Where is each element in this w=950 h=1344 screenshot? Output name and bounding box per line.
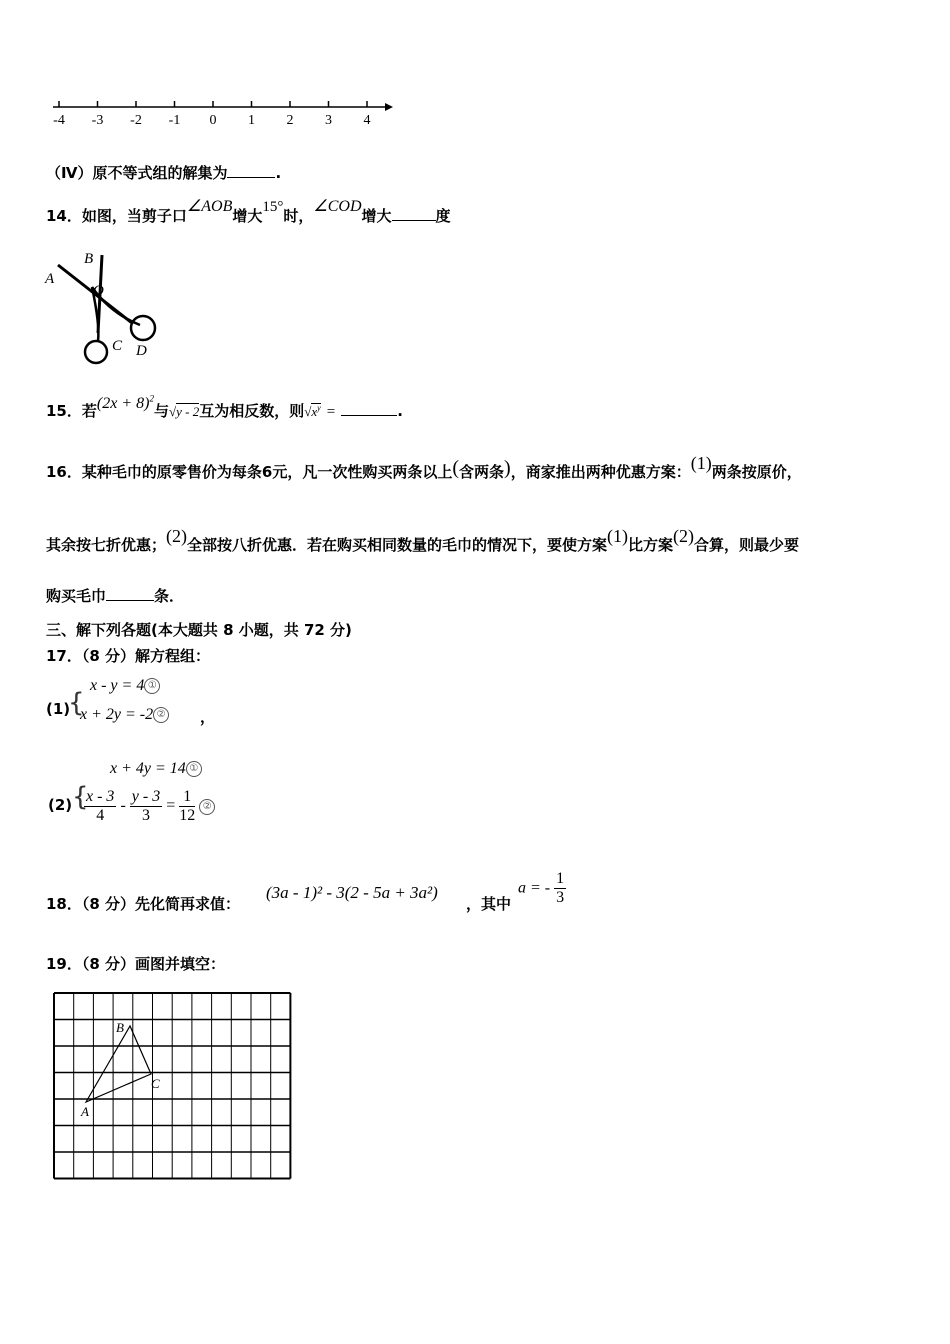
handle-ring: [85, 341, 107, 363]
label-b: B: [84, 251, 94, 267]
circle-1-icon: ①: [186, 761, 202, 777]
answer-blank[interactable]: [106, 586, 154, 601]
answer-blank[interactable]: [392, 206, 436, 221]
section-3-title: 三、解下列各题(本大题共 8 小题，共 72 分): [46, 621, 352, 639]
tick-label: -4: [53, 113, 65, 128]
q16-line1: [46, 453, 802, 483]
q14-text-3: 时，: [283, 207, 314, 225]
q17-p1-end: ，: [200, 708, 216, 726]
q15-text-3: 互为相反数，则: [199, 402, 305, 420]
circle-2-icon: ②: [199, 799, 215, 815]
q16-text-c: 含两条: [459, 463, 505, 481]
q16-text-2a: 其余按七折优惠；: [46, 536, 167, 554]
label-a: A: [45, 271, 55, 287]
q16-text-3b: 条．: [154, 587, 185, 605]
label-o: O: [93, 283, 104, 299]
q15-text-2: 与: [153, 402, 169, 420]
angle-aob: ∠AOB: [186, 198, 233, 215]
q14: [46, 198, 451, 226]
tick-label: -2: [130, 113, 142, 128]
q16-line3: [46, 585, 184, 606]
q17-p1-eq1: x - y = 4 ①: [90, 677, 160, 695]
degree-value: 15°: [262, 199, 284, 215]
label-c: C: [151, 1076, 160, 1091]
q17-p2-eq1: x + 4y = 14 ①: [110, 760, 202, 778]
label-a: A: [81, 1104, 89, 1119]
q15-end: .: [397, 402, 403, 420]
q16-number: 16．: [46, 463, 82, 481]
tick-label: 3: [325, 113, 332, 128]
brace-icon: {: [72, 782, 89, 812]
q13-iv-label: （Ⅳ）原不等式组的解集为: [46, 164, 228, 182]
q16-text-2b: 全部按八折优惠．若在购买相同数量的毛巾的情况下，要使方案: [187, 536, 608, 554]
fraction: $\frac{1}{3}$: [556, 870, 565, 906]
answer-blank[interactable]: [227, 163, 275, 178]
q14-number: 14．: [46, 207, 82, 225]
q16-text-d: ，商家推出两种优惠方案：: [510, 463, 691, 481]
q16-text-2d: 合算，则最少要: [694, 536, 800, 554]
q15-sqrt2: $√x^y$: [304, 403, 321, 419]
arrow-right-icon: [385, 103, 393, 111]
paren-open: (: [452, 457, 460, 479]
q15-expr1: $(2x + 8)^2$: [96, 393, 154, 412]
tick-label: -1: [168, 113, 181, 128]
fraction: $\frac{1}{12}$: [179, 788, 196, 824]
circle-1-icon: ①: [144, 678, 160, 694]
circle-2-icon: ②: [153, 707, 169, 723]
triangle-abc: [86, 1026, 151, 1102]
q15-text: 若: [81, 402, 97, 420]
option-ref-1: (1): [607, 526, 629, 546]
q14-text-5: 度: [435, 207, 451, 225]
paren-close: ): [504, 457, 511, 479]
tick-label: -3: [91, 113, 104, 128]
label-b: B: [116, 1020, 124, 1035]
scissors-figure: [40, 245, 170, 370]
q16-text-b: 元，凡一次性购买两条以上: [272, 463, 453, 481]
q14-text-4: 增大: [361, 207, 392, 225]
q13-iv: [46, 162, 281, 183]
tick-label: 1: [248, 113, 255, 128]
q15-sqrt1: √y - 2: [168, 404, 200, 419]
q17-part1-label: (1): [46, 700, 71, 718]
q18-a-value: a = - $\frac{1}{3}$: [518, 870, 565, 906]
q14-text-2: 增大: [232, 207, 263, 225]
q18-text: ，其中: [466, 895, 512, 913]
q18-title: 18．（8 分）先化简再求值：: [46, 895, 241, 913]
q17-part2-label: (2): [48, 796, 73, 814]
q15-eq: =: [326, 404, 336, 420]
option-2: (2): [166, 526, 188, 546]
grid-figure: [50, 990, 295, 1185]
grid-lines: [54, 993, 290, 1179]
number-line: [45, 95, 395, 130]
tick-label: 0: [209, 113, 217, 128]
fraction: $\frac{y - 3}{3}$: [131, 788, 161, 824]
q16-text-2c: 比方案: [628, 536, 674, 554]
tick-label: 4: [363, 113, 371, 128]
q15-number: 15．: [46, 402, 82, 420]
tick-label: 2: [286, 113, 294, 128]
q17-p2-eq2: $\frac{x - 3}{4}$ - $\frac{y - 3}{3}$ = $\frac{1}{12}$ ②: [84, 788, 215, 825]
q16-text-e: 两条按原价，: [711, 463, 802, 481]
q16-text: 某种毛巾的原零售价为每条: [81, 463, 262, 481]
angle-cod: ∠COD: [313, 198, 362, 215]
label-d: D: [136, 343, 147, 359]
q16-price: 6: [261, 463, 273, 481]
handle-ring: [131, 316, 155, 340]
q16-text-3a: 购买毛巾: [46, 587, 107, 605]
q14-text: 如图，当剪子口: [81, 207, 187, 225]
q18-expr: (3a - 1)² - 3(2 - 5a + 3a²): [266, 883, 438, 902]
answer-blank[interactable]: [341, 401, 397, 416]
q16-line2: [46, 526, 800, 555]
label-c: C: [112, 338, 123, 354]
fraction: $\frac{x - 3}{4}$: [86, 788, 115, 824]
option-1: (1): [690, 453, 712, 473]
q17-p1-eq2: x + 2y = -2 ②: [80, 706, 169, 724]
q15: [46, 393, 403, 421]
option-ref-2: (2): [673, 526, 695, 546]
q17-title: 17．（8 分）解方程组：: [46, 647, 211, 665]
brace-icon: {: [68, 688, 85, 718]
q19-title: 19．（8 分）画图并填空：: [46, 955, 226, 973]
q13-iv-end: .: [275, 164, 282, 182]
